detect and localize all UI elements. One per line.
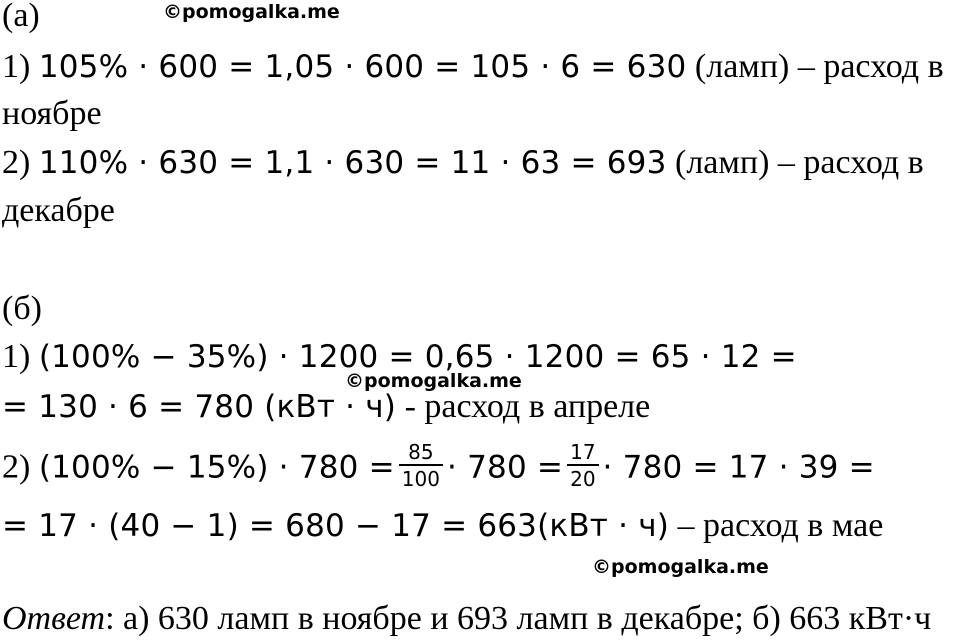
fraction-numerator: 17 — [570, 440, 596, 464]
fraction-bar — [399, 464, 443, 466]
step-formula-part: (100% − 15%) · 780 = — [38, 449, 395, 486]
part-a-step-1-continued — [2, 93, 102, 134]
step-number: 2) — [2, 144, 39, 181]
fraction-17-20 — [567, 441, 598, 490]
fraction-85-100 — [399, 441, 443, 490]
part-a-step-2-continued — [2, 190, 115, 231]
step-number: 2) — [2, 448, 39, 486]
step-formula-part: · 780 = 17 · 39 = — [602, 449, 875, 486]
step-number: 1) — [2, 48, 39, 85]
part-a-heading-text: (а) — [2, 0, 40, 34]
fraction-bar — [567, 464, 598, 466]
part-b-step-2 — [2, 440, 875, 494]
step-number: 1) — [2, 338, 39, 375]
step-formula-continued: = 17 · (40 − 1) = 680 − 17 = 663(кВт · ч) — [2, 508, 670, 544]
step-formula: 105% · 600 = 1,05 · 600 = 105 · 6 = 630 — [38, 49, 687, 85]
answer-label: Ответ — [2, 600, 106, 637]
watermark-bottom: ©pomogalka.me — [592, 556, 769, 578]
step-description: – расход в мае — [669, 507, 884, 544]
answer-line — [2, 598, 931, 639]
fraction-numerator: 85 — [408, 440, 434, 464]
step-description: - расход в апреле — [396, 388, 651, 425]
watermark-middle: ©pomogalka.me — [345, 370, 522, 392]
step-description-continued: ноябре — [2, 95, 102, 132]
part-a-step-1 — [2, 46, 944, 87]
step-formula: (100% − 35%) · 1200 = 0,65 · 1200 = 65 · 12 = — [38, 339, 797, 375]
step-description: (ламп) – расход в — [686, 48, 944, 85]
step-description-continued: декабре — [2, 192, 115, 229]
answer-text: : а) 630 ламп в ноябре и 693 ламп в декабре; б) 663 кВт·ч — [105, 600, 932, 637]
part-b-heading-text: (б) — [2, 290, 42, 327]
part-a-step-2 — [2, 142, 924, 183]
step-formula-continued: = 130 · 6 = 780 (кВт · ч) — [2, 389, 397, 425]
part-b-step-1-continued — [2, 386, 650, 427]
part-b-heading — [2, 288, 42, 329]
step-formula: 110% · 630 = 1,1 · 630 = 11 · 63 = 693 — [38, 145, 667, 181]
step-formula-part: · 780 = — [446, 449, 564, 486]
part-a-heading — [2, 0, 40, 36]
fraction-denominator: 20 — [570, 467, 596, 491]
step-description: (ламп) – расход в — [666, 144, 924, 181]
part-b-step-2-continued — [2, 505, 883, 546]
watermark-top: ©pomogalka.me — [163, 1, 340, 23]
part-b-step-1 — [2, 336, 797, 377]
fraction-denominator: 100 — [401, 467, 440, 491]
